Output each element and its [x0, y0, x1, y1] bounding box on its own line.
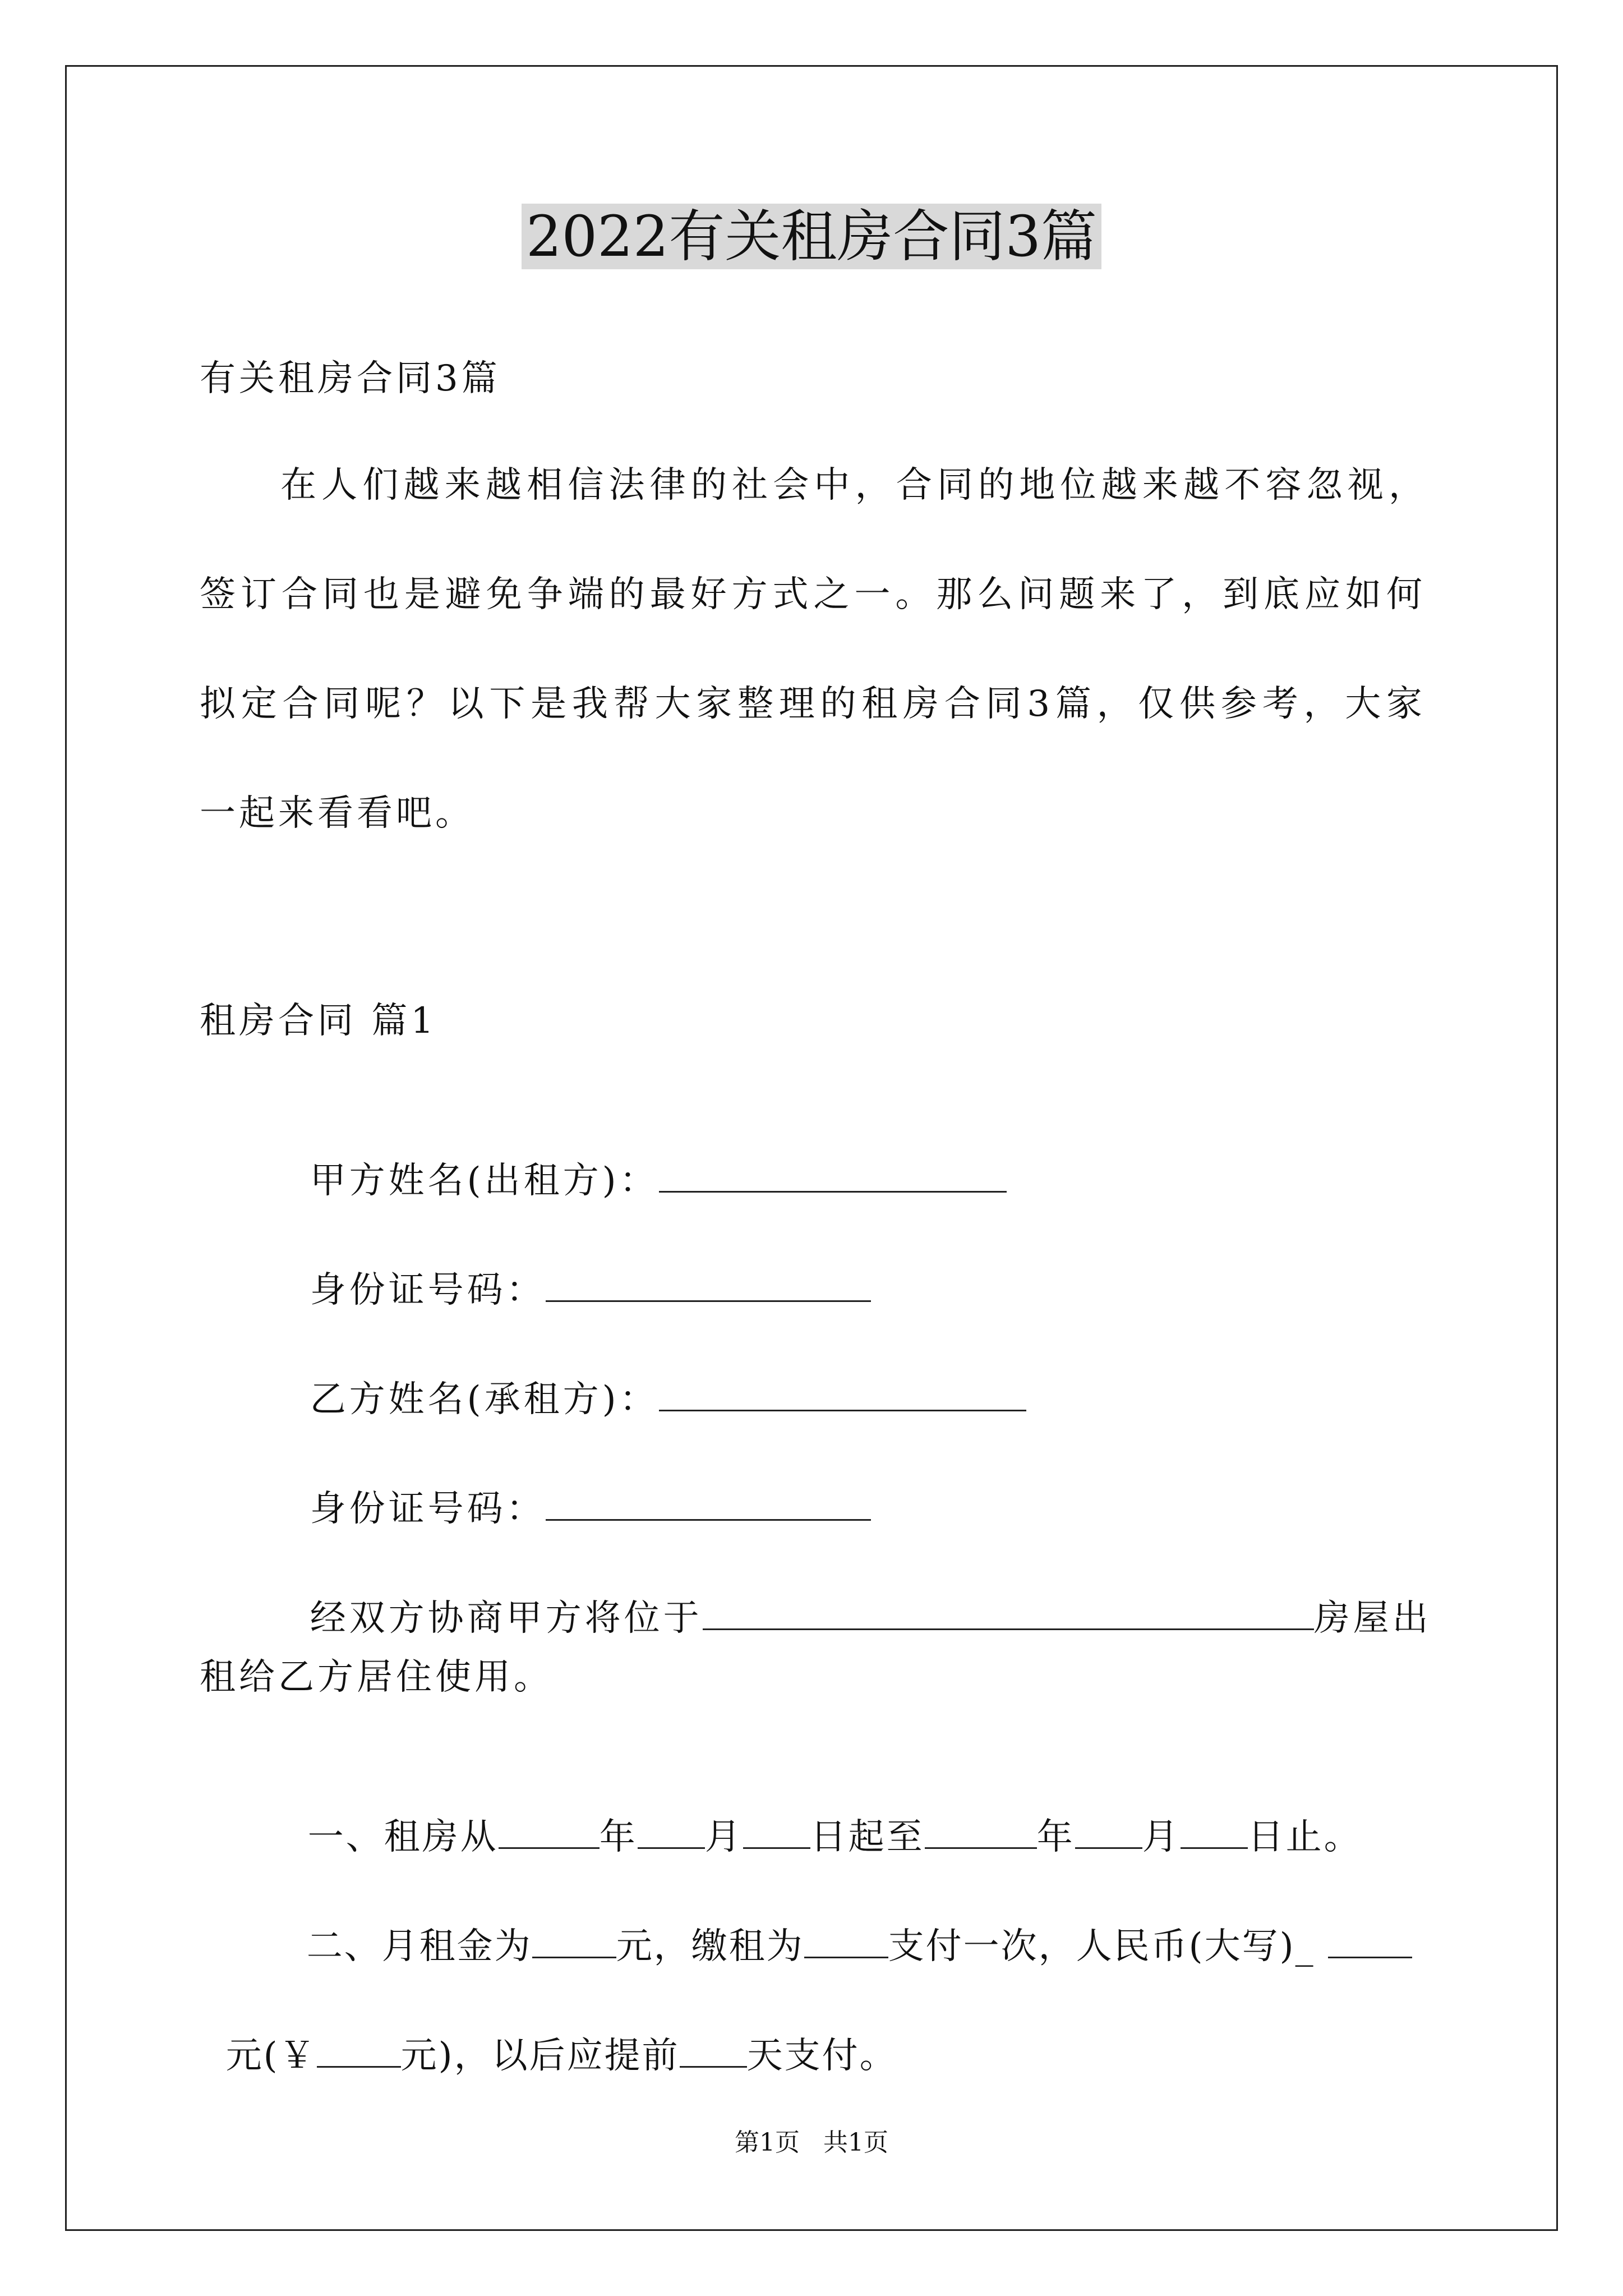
- location-blank[interactable]: [703, 1595, 1314, 1630]
- clause-2-d: _: [1295, 1926, 1315, 1967]
- location-clause-end: 房屋出: [1313, 1598, 1432, 1639]
- party-a-name-blank[interactable]: [659, 1157, 1007, 1193]
- document-title: [0, 197, 1623, 276]
- clause-2-line2-b: 元)，以后应提前: [400, 2035, 680, 2077]
- location-clause-line-1: [280, 1543, 1432, 1644]
- clause-2-line2-c: 天支付。: [746, 2035, 897, 2077]
- subtitle: 有关租房合同3篇: [200, 358, 501, 399]
- intro-line-2: 签订合同也是避免争端的最好方式之一。那么问题来了，到底应如何: [200, 574, 1426, 615]
- start-month-blank[interactable]: [638, 1814, 705, 1849]
- id-number-label-2: 身份证号码：: [310, 1488, 546, 1530]
- clause-1-e: 年: [1036, 1816, 1075, 1858]
- clause-1-c: 月: [704, 1816, 743, 1858]
- clause-1-b: 年: [599, 1816, 638, 1858]
- id-number-blank-2[interactable]: [546, 1485, 871, 1521]
- amount-number-blank[interactable]: [317, 2032, 401, 2068]
- intro-line-3: 拟定合同呢？以下是我帮大家整理的租房合同3篇，仅供参考，大家: [200, 683, 1426, 725]
- clause-1-line: [280, 1761, 1362, 1862]
- intro-line-1: 在人们越来越相信法律的社会中，合同的地位越来越不容忽视，: [280, 464, 1428, 506]
- clause-2-line-2: [200, 1980, 897, 2081]
- party-a-name-label: 甲方姓名(出租方)：: [310, 1160, 659, 1202]
- party-a-name-line: [280, 1105, 1007, 1206]
- party-b-name-line: [280, 1324, 1026, 1425]
- id-number-blank-1[interactable]: [546, 1267, 871, 1302]
- clause-1-a: 一、租房从: [307, 1816, 499, 1858]
- clause-1-f: 月: [1142, 1816, 1181, 1858]
- clause-2-line2-a: 元(￥: [225, 2035, 317, 2077]
- payment-period-blank[interactable]: [804, 1923, 888, 1958]
- monthly-rent-blank[interactable]: [532, 1923, 616, 1958]
- location-clause-start: 经双方协商甲方将位于: [310, 1598, 703, 1639]
- id-number-line-2: [280, 1433, 871, 1534]
- party-b-name-label: 乙方姓名(承租方)：: [310, 1379, 659, 1420]
- party-b-name-blank[interactable]: [659, 1376, 1026, 1411]
- clause-2-b: 元，缴租为: [616, 1926, 804, 1967]
- amount-words-blank[interactable]: [1328, 1923, 1412, 1958]
- clause-1-d: 日起至: [810, 1816, 925, 1858]
- end-day-blank[interactable]: [1181, 1814, 1248, 1849]
- clause-1-g: 日止。: [1247, 1816, 1362, 1858]
- location-clause-line-2: 租给乙方居住使用。: [200, 1657, 553, 1698]
- start-day-blank[interactable]: [743, 1814, 810, 1849]
- id-number-label-1: 身份证号码：: [310, 1269, 546, 1311]
- section-title: 租房合同 篇1: [200, 1000, 437, 1042]
- clause-2-line-1: [280, 1871, 1412, 1972]
- end-year-blank[interactable]: [925, 1814, 1037, 1849]
- clause-2-c: 支付一次，人民币(大写): [888, 1926, 1295, 1967]
- advance-days-blank[interactable]: [680, 2032, 747, 2068]
- end-month-blank[interactable]: [1075, 1814, 1142, 1849]
- intro-line-4: 一起来看看吧。: [200, 793, 474, 834]
- id-number-line-1: [280, 1214, 871, 1315]
- title-text: 2022有关租房合同3篇: [522, 204, 1101, 269]
- start-year-blank[interactable]: [499, 1814, 600, 1849]
- page-footer: 第1页 共1页: [735, 2128, 888, 2157]
- clause-2-a: 二、月租金为: [306, 1926, 532, 1967]
